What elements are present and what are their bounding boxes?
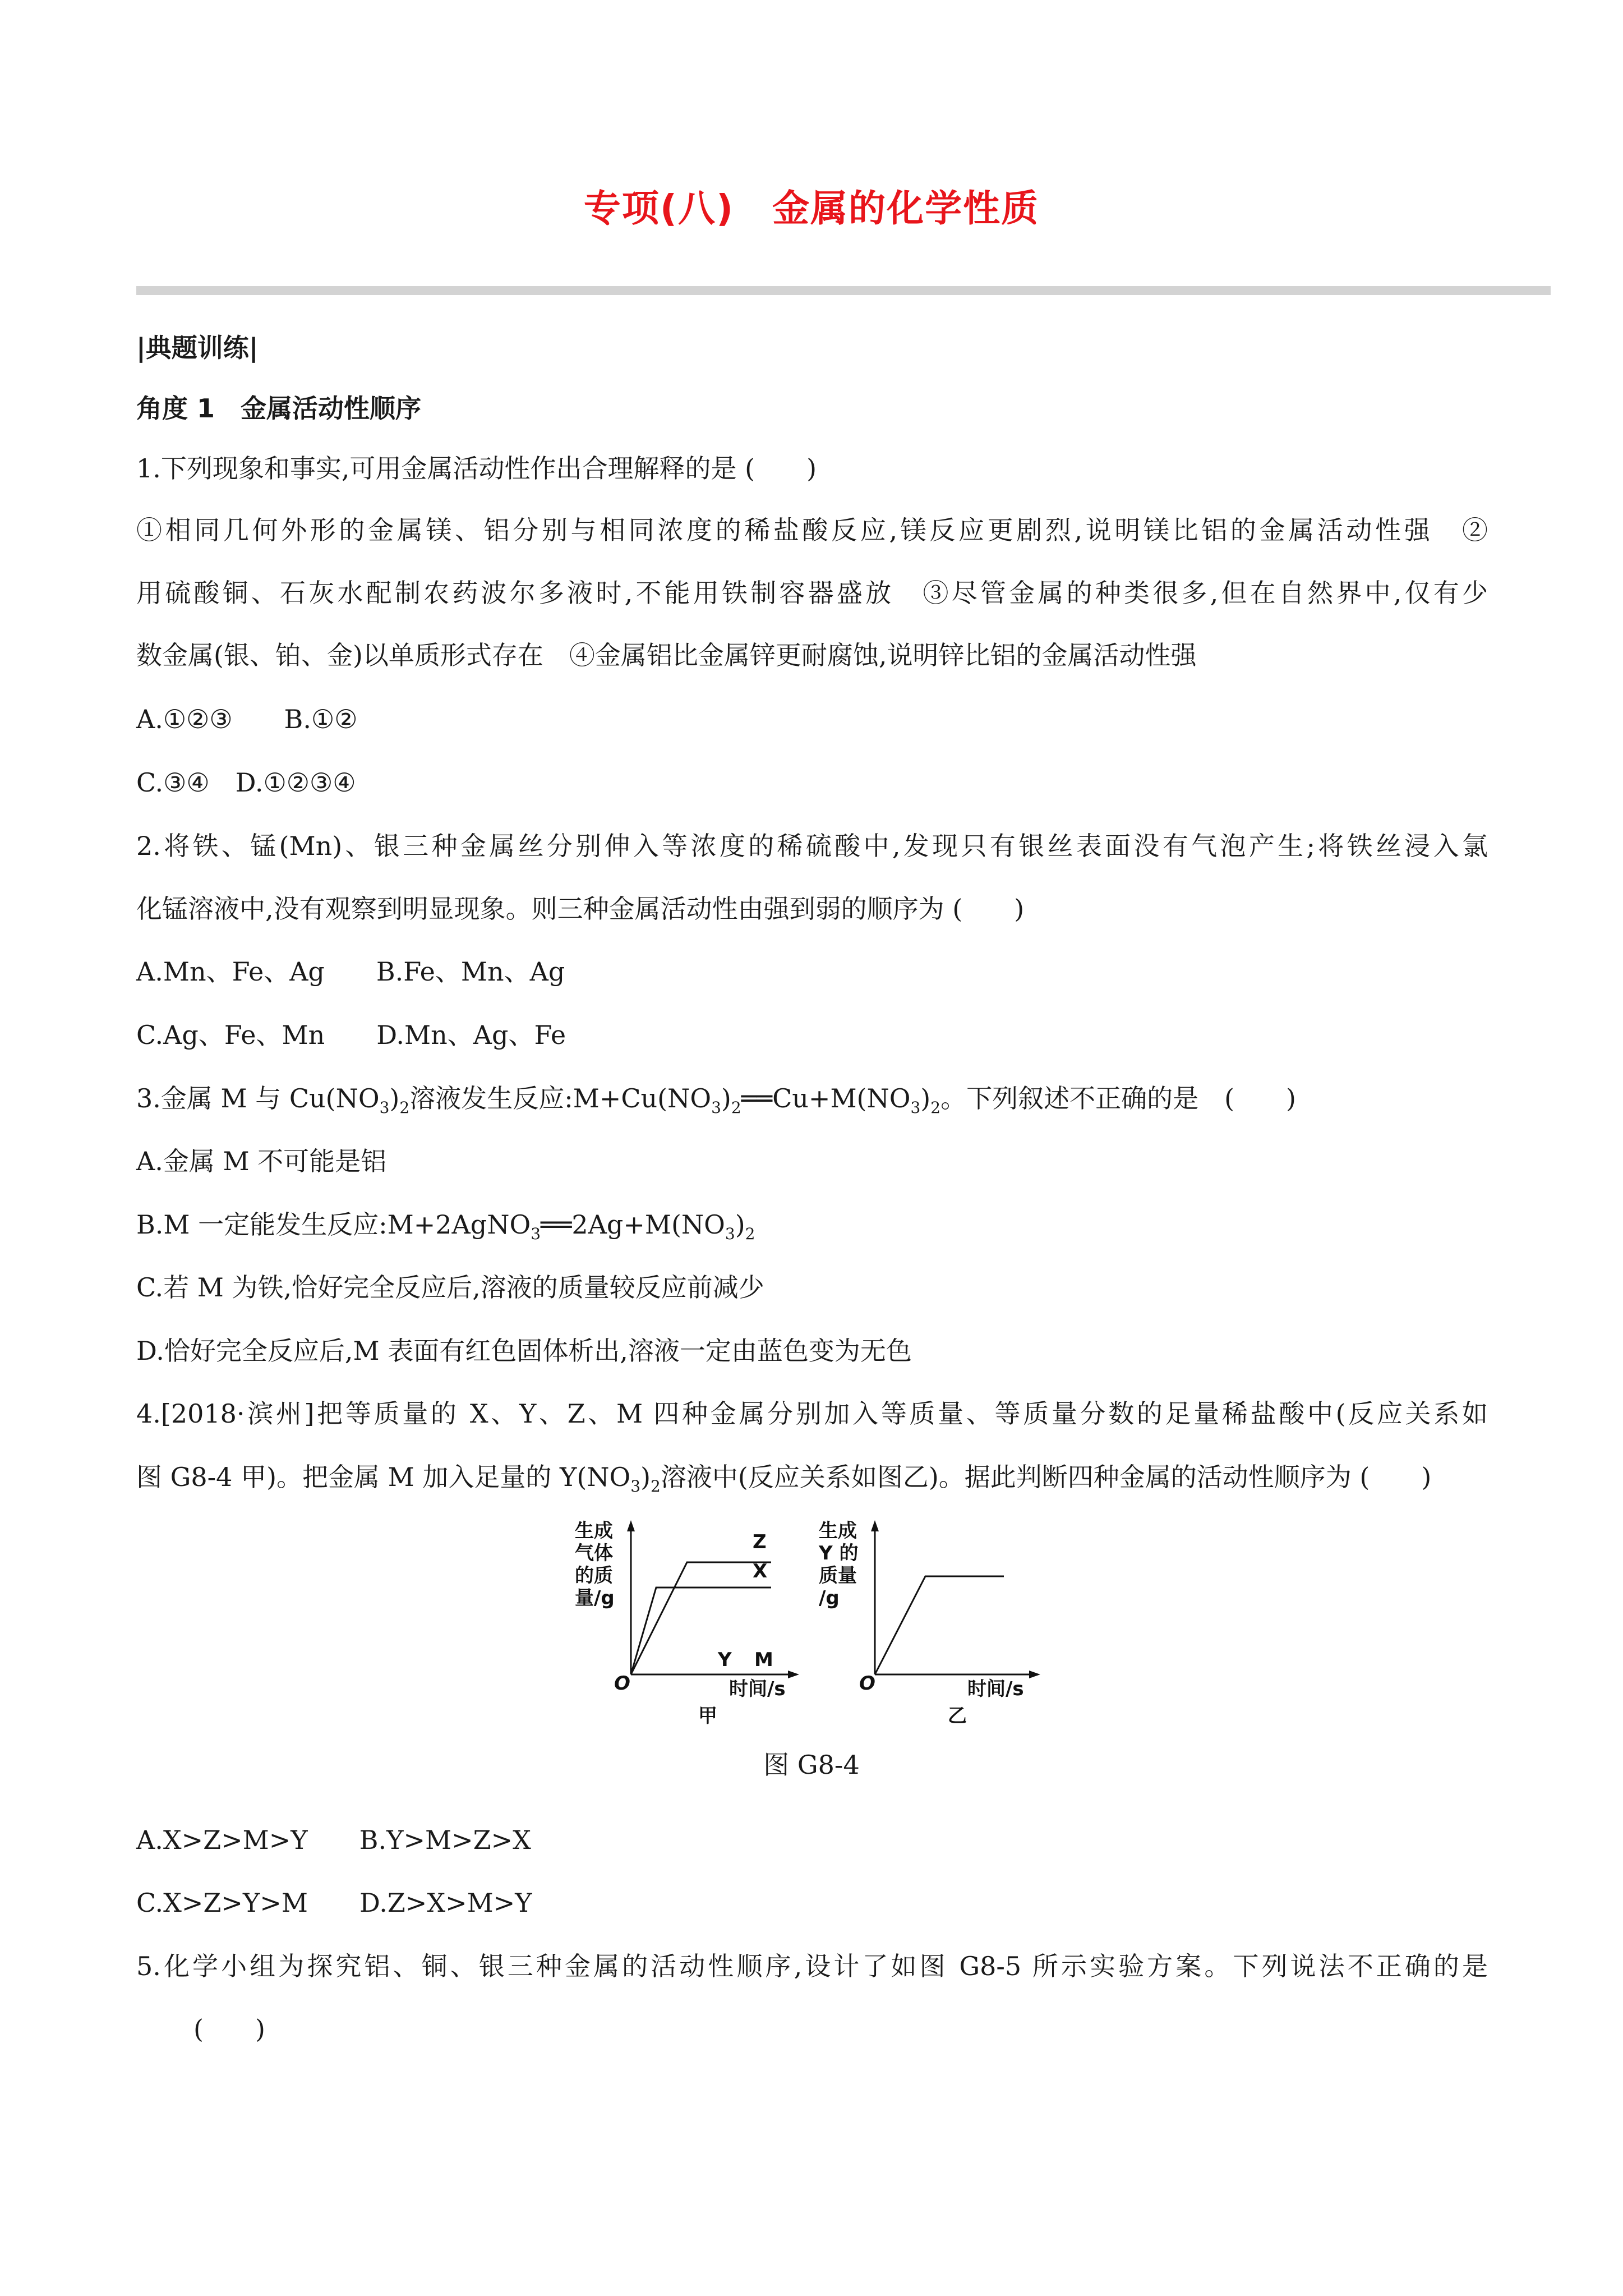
title-divider [136, 286, 1551, 295]
yi-ylabel-1: 生成 [819, 1520, 857, 1542]
jia-xlabel: 时间/s [729, 1678, 786, 1700]
q1-options-ab: A.①②③ B.①② [136, 704, 358, 734]
jia-ylabel-4: 量/g [575, 1587, 615, 1609]
q3-option-a: A.金属 M 不可能是铝 [136, 1146, 387, 1176]
jia-label-x: X [753, 1560, 768, 1582]
q5-line1: 5.化学小组为探究铝、铜、银三种金属的活动性顺序,设计了如图 G8-5 所示实验方案。下列说法不正确的是 [136, 1951, 1488, 1981]
yi-origin: O [859, 1672, 875, 1695]
yi-ylabel-2: Y 的 [819, 1542, 859, 1565]
yi-xlabel: 时间/s [967, 1678, 1024, 1700]
q2-line1: 2.将铁、锰(Mn)、银三种金属丝分别伸入等浓度的稀硫酸中,发现只有银丝表面没有气泡产生;将铁丝浸入氯 [136, 831, 1488, 861]
jia-ylabel-1: 生成 [575, 1520, 613, 1542]
jia-label-y: Y [718, 1649, 732, 1671]
angle-heading: 角度 1 金属活动性顺序 [136, 393, 422, 424]
q3-option-d: D.恰好完全反应后,M 表面有红色固体析出,溶液一定由蓝色变为无色 [136, 1336, 912, 1366]
jia-line-z [631, 1562, 771, 1674]
q3-option-c: C.若 M 为铁,恰好完全反应后,溶液的质量较反应前减少 [136, 1272, 764, 1303]
yi-ylabel-3: 质量 [819, 1565, 857, 1587]
figure-g8-4 [566, 1515, 1049, 1728]
yi-ylabel-4: /g [819, 1587, 840, 1609]
yi-y-arrow [871, 1520, 879, 1531]
q4-options-cd: C.X>Z>Y>M D.Z>X>M>Y [136, 1888, 532, 1918]
jia-sublabel: 甲 [698, 1705, 717, 1727]
q3-stem: 3.金属 M 与 $Cu(NO_3)_2$溶液发生反应$:M+Cu(NO_3)_2══Cu+M(NO_3)_2$。下列叙述不正确的是 ( ) [136, 1083, 1296, 1117]
section-label: |典题训练| [136, 333, 259, 363]
q1-stem: 1.下列现象和事实,可用金属活动性作出合理解释的是 ( ) [136, 453, 817, 484]
jia-ylabel-3: 的质 [575, 1565, 613, 1587]
page-title: 专项(八) 金属的化学性质 [583, 187, 1040, 230]
yi-x-arrow [1029, 1671, 1040, 1678]
q3-option-b: B.M 一定能发生反应$:M+2AgNO_3══2Ag+M(NO_3)_2$ [136, 1209, 755, 1243]
q1-body-line3: 数金属(银、铂、金)以单质形式存在 ④金属铝比金属锌更耐腐蚀,说明锌比铝的金属活动性强 [136, 640, 1197, 670]
q4-line2: 图 G8-4 甲)。把金属 M 加入足量的 $Y(NO_3)_2$溶液中(反应关系如图乙)。据此判断四种金属的活动性顺序为 ( ) [136, 1462, 1432, 1496]
graph-jia [575, 1520, 799, 1727]
jia-ylabel-2: 气体 [575, 1542, 613, 1565]
jia-label-z: Z [753, 1531, 767, 1553]
q1-body-line2: 用硫酸铜、石灰水配制农药波尔多液时,不能用铁制容器盛放 ③尽管金属的种类很多,但在自然界中,仅有少 [136, 578, 1488, 608]
q1-body-line1: ①相同几何外形的金属镁、铝分别与相同浓度的稀盐酸反应,镁反应更剧烈,说明镁比铝的金属活动性强 ② [136, 515, 1488, 545]
jia-origin: O [614, 1672, 630, 1695]
graph-yi [818, 1520, 1040, 1727]
figure-caption: 图 G8-4 [763, 1750, 860, 1780]
q2-line2: 化锰溶液中,没有观察到明显现象。则三种金属活动性由强到弱的顺序为 ( ) [136, 894, 1025, 924]
jia-x-arrow [788, 1671, 799, 1678]
q2-options-ab: A.Mn、Fe、Ag B.Fe、Mn、Ag [136, 956, 565, 987]
yi-line [875, 1576, 1004, 1674]
q4-options-ab: A.X>Z>M>Y B.Y>M>Z>X [136, 1825, 531, 1855]
q2-options-cd: C.Ag、Fe、Mn D.Mn、Ag、Fe [136, 1020, 566, 1050]
q1-options-cd: C.③④ D.①②③④ [136, 767, 356, 798]
jia-label-m: M [754, 1649, 773, 1671]
jia-y-arrow [627, 1520, 635, 1531]
q4-line1: 4.[2018·滨州]把等质量的 X、Y、Z、M 四种金属分别加入等质量、等质量分数的足量稀盐酸中(反应关系如 [136, 1398, 1488, 1429]
yi-sublabel: 乙 [948, 1705, 967, 1727]
q5-line2: ( ) [193, 2014, 265, 2044]
